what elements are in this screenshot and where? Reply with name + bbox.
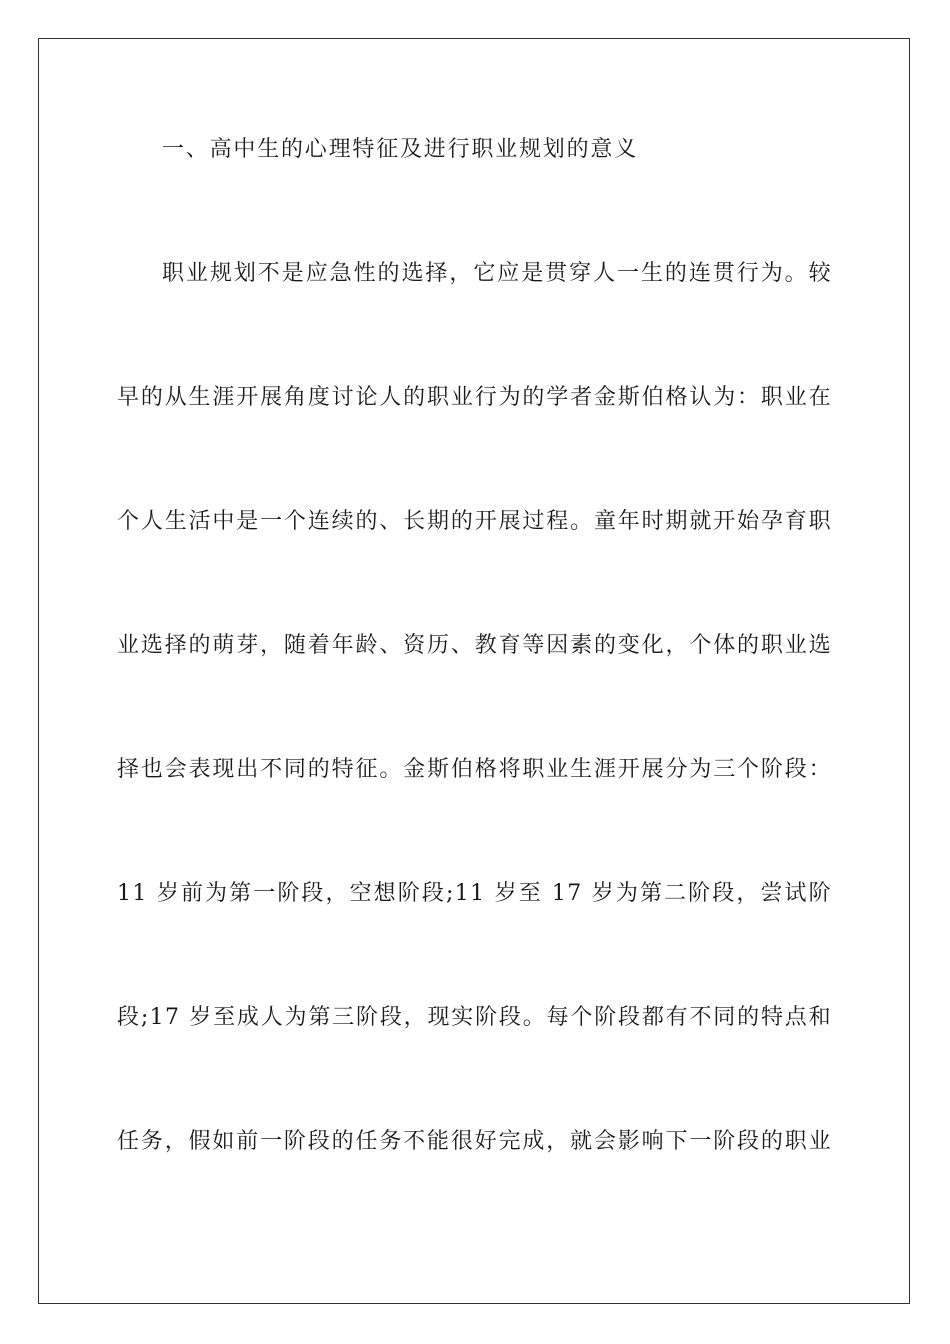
- paragraph-line: 任务，假如前一阶段的任务不能很好完成，就会影响下一阶段的职业: [117, 1129, 832, 1154]
- paragraph-line: 11 岁前为第一阶段，空想阶段;11 岁至 17 岁为第二阶段，尝试阶: [117, 881, 832, 906]
- paragraph-line: 早的从生涯开展角度讨论人的职业行为的学者金斯伯格认为：职业在: [117, 385, 832, 410]
- paragraph-line: 择也会表现出不同的特征。金斯伯格将职业生涯开展分为三个阶段：: [117, 757, 832, 782]
- page-border: [38, 38, 910, 1304]
- paragraph-line: 个人生活中是一个连续的、长期的开展过程。童年时期就开始孕育职: [117, 509, 832, 534]
- paragraph-line: 业选择的萌芽，随着年龄、资历、教育等因素的变化，个体的职业选: [117, 633, 832, 658]
- section-heading: 一、高中生的心理特征及进行职业规划的意义: [162, 137, 639, 162]
- paragraph-line: 段;17 岁至成人为第三阶段，现实阶段。每个阶段都有不同的特点和: [117, 1005, 832, 1030]
- paragraph-line: 职业规划不是应急性的选择，它应是贯穿人一生的连贯行为。较: [162, 261, 832, 286]
